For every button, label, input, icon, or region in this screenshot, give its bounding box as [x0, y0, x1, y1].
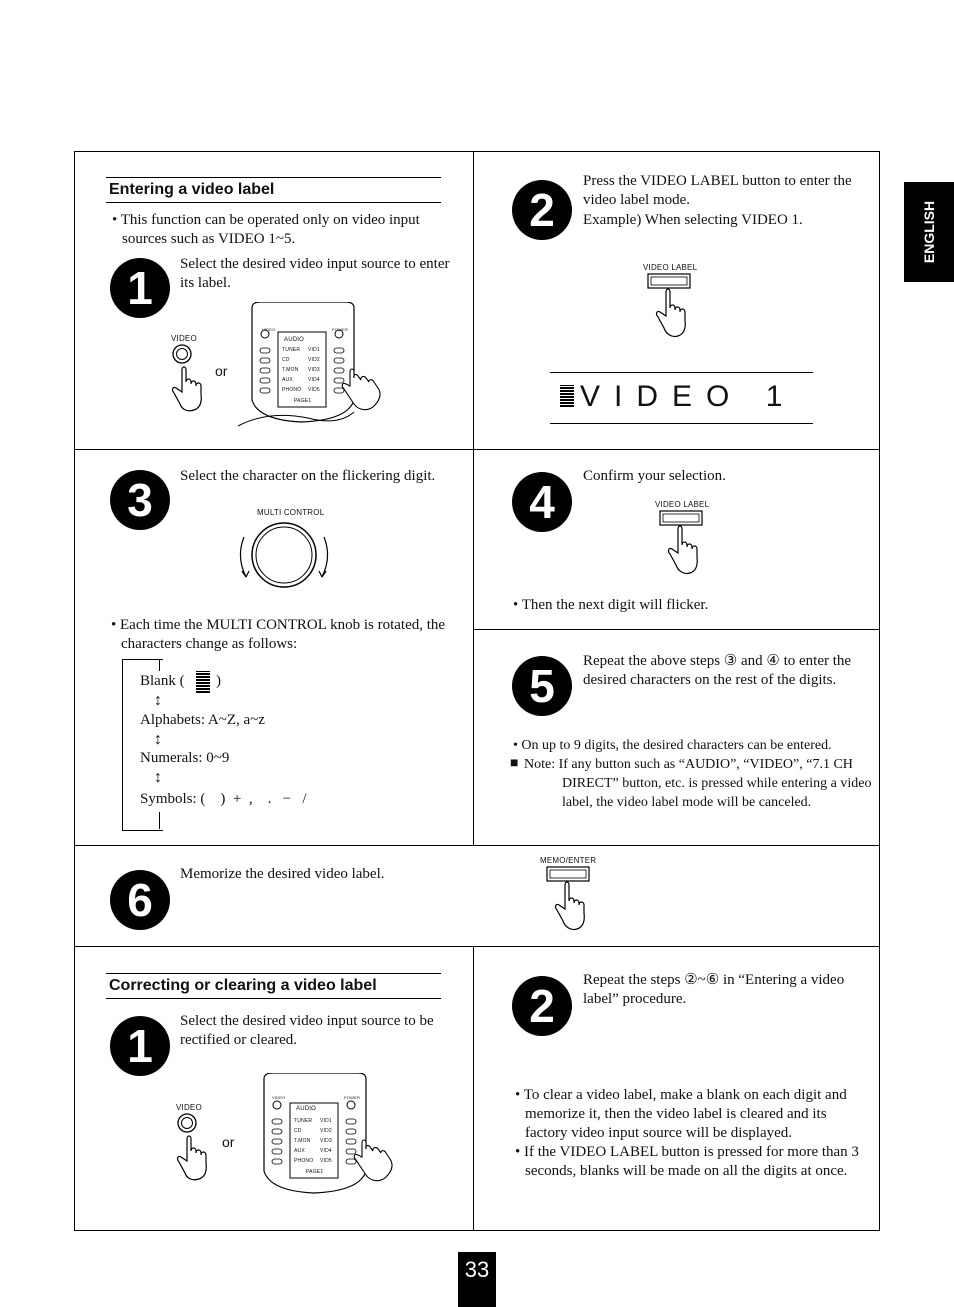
or-label: or [215, 363, 228, 379]
remote-label: AUDIO [284, 337, 305, 343]
remote-label: CD [282, 357, 290, 363]
step-note: • On up to 9 digits, the desired characters can be entered. [513, 738, 832, 753]
remote-label: POWER [332, 327, 349, 332]
content-frame [74, 151, 880, 1231]
video-label-button-icon[interactable] [658, 509, 706, 581]
remote-label: POWER [344, 1095, 361, 1100]
cycle-item: Alphabets: A~Z, a~z [140, 712, 265, 728]
step-text: Select the character on the flickering digit. [180, 468, 436, 484]
cycle-arrow [159, 659, 160, 671]
display-text: VIDEO 1 [580, 380, 797, 413]
note-item: • If the VIDEO LABEL button is pressed for more than 3 seconds, blanks will be made on all the digits at once. [515, 1144, 859, 1179]
correcting-notes [513, 1086, 868, 1181]
button-label: MEMO/ENTER [540, 856, 597, 865]
step-number: 1 [110, 1016, 170, 1076]
remote-label: AUDIO [296, 1106, 317, 1112]
remote-label: VID5 [320, 1158, 332, 1164]
remote-label: VID4 [308, 377, 320, 383]
remote-label: VID1 [320, 1118, 332, 1124]
remote-label: AUX [294, 1148, 305, 1154]
step-number: 2 [512, 976, 572, 1036]
remote-label: T.MON [294, 1138, 311, 1144]
updown-arrow-icon: ↕ [154, 692, 162, 709]
button-label: VIDEO [176, 1103, 202, 1112]
page-number: 33 [458, 1252, 496, 1307]
note-item: • To clear a video label, make a blank on each digit and memorize it, then the video label is cleared and its factory video input source will be displayed. [515, 1087, 847, 1141]
step-text: Memorize the desired video label. [180, 866, 385, 882]
multi-control-knob-icon[interactable] [236, 517, 332, 593]
step-number: 6 [110, 870, 170, 930]
remote-label: VID3 [320, 1138, 332, 1144]
cycle-arrow [159, 812, 160, 829]
step-number: 3 [110, 470, 170, 530]
updown-arrow-icon: ↕ [154, 769, 162, 786]
row-divider [74, 845, 880, 846]
video-button-icon[interactable] [173, 1113, 213, 1185]
row-divider [74, 449, 880, 450]
remote-label: PHONO [282, 387, 302, 393]
remote-label: PHONO [294, 1158, 314, 1164]
step-number: 2 [512, 180, 572, 240]
video-label-button-icon[interactable] [646, 272, 694, 344]
remote-label: AUX [282, 377, 293, 383]
column-divider [473, 946, 474, 1231]
updown-arrow-icon: ↕ [154, 731, 162, 748]
note-mark-icon: ■ [510, 756, 519, 771]
knob-label: MULTI CONTROL [257, 508, 325, 517]
step-text: Select the desired video input source to enter its label. [180, 256, 450, 291]
remote-label: PAGE1 [294, 398, 312, 404]
section-heading: Entering a video label [106, 177, 441, 203]
intro-note: • This function can be operated only on video input sources such as VIDEO 1~5. [112, 212, 420, 247]
step-number: 5 [512, 656, 572, 716]
section-heading: Correcting or clearing a video label [106, 973, 441, 999]
remote-label: VIDEO [272, 1095, 286, 1100]
remote-label: VID2 [308, 357, 320, 363]
remote-label: TUNER [282, 347, 301, 353]
row-divider [473, 629, 880, 630]
step-number: 1 [110, 258, 170, 318]
button-label: VIDEO [171, 334, 197, 343]
remote-label: VIDEO [262, 327, 276, 332]
language-tab: ENGLISH [904, 182, 954, 282]
cycle-item: Blank ( [140, 673, 185, 689]
cycle-item: Symbols: ( ) + , . − / [140, 791, 307, 807]
step-example: Example) When selecting VIDEO 1. [583, 212, 803, 228]
step-text: Select the desired video input source to be rectified or cleared. [180, 1013, 434, 1048]
remote-control-illustration [238, 302, 388, 438]
step-note: • Then the next digit will flicker. [513, 597, 709, 613]
remote-label: TUNER [294, 1118, 313, 1124]
remote-label: VID3 [308, 367, 320, 373]
step-note: • Each time the MULTI CONTROL knob is rotated, the characters change as follows: [111, 617, 446, 652]
step-warning-note: Note: If any button such as “AUDIO”, “VIDEO”, “7.1 CH DIRECT” button, etc. is pressed while entering a video label, the video label mode will be canceled. [524, 757, 872, 810]
remote-label: CD [294, 1128, 302, 1134]
remote-label: VID2 [320, 1128, 332, 1134]
flicker-block-icon [560, 385, 574, 407]
remote-control-illustration [250, 1073, 400, 1209]
step-number: 4 [512, 472, 572, 532]
blank-block-icon [196, 671, 210, 693]
row-divider [74, 946, 880, 947]
remote-label: T.MON [282, 367, 299, 373]
remote-label: PAGE1 [306, 1169, 324, 1175]
step-text: Press the VIDEO LABEL button to enter the video label mode. [583, 173, 852, 208]
remote-label: VID5 [308, 387, 320, 393]
step-text: Confirm your selection. [583, 468, 726, 484]
button-label: VIDEO LABEL [655, 500, 710, 509]
display-panel [550, 372, 813, 424]
cycle-item: Numerals: 0~9 [140, 750, 230, 766]
memo-enter-button-icon[interactable] [545, 865, 593, 937]
cycle-item: ) [216, 673, 221, 689]
or-label: or [222, 1134, 235, 1150]
step-text: Repeat the above steps ③ and ④ to enter the desired characters on the rest of the digits. [583, 653, 852, 688]
button-label: VIDEO LABEL [643, 263, 698, 272]
remote-label: VID4 [320, 1148, 332, 1154]
column-divider [473, 151, 474, 845]
remote-label: VID1 [308, 347, 320, 353]
step-text: Repeat the steps ②~⑥ in “Entering a video label” procedure. [583, 972, 845, 1007]
video-button-icon[interactable] [168, 344, 208, 416]
